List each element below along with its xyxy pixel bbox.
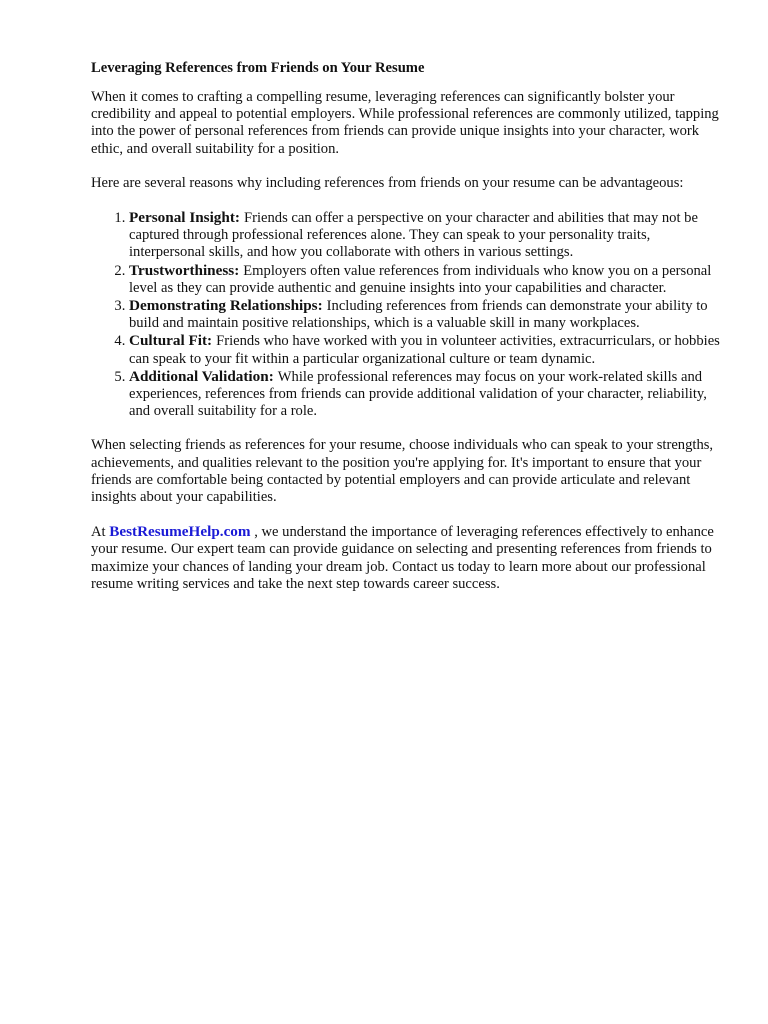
closing-text: , we understand the importance of leveraging references effectively to enhance your resume. Our expert team can provide guidance on selecting and presenting references from friends to maximize your chances of landing your dream job. Contact us today to learn more about our professional resume writing services and take the next step towards career success. [91, 524, 714, 592]
list-item [129, 262, 723, 297]
intro-paragraph: When it comes to crafting a compelling resume, leveraging references can significantly bolster your credibility and appeal to potential employers. While professional references are commonly utilized, tapping into the power of personal references from friends can provide unique insights into your character, work ethic, and overall suitability for a position. [91, 89, 719, 157]
reason-term: Cultural Fit: [129, 332, 213, 350]
reason-term: Additional Validation: [129, 367, 274, 385]
closing-paragraph [91, 523, 723, 593]
reason-text: Employers often value references from individuals who know you on a personal level as they can provide authentic and genuine insights into your capabilities and character. [129, 262, 712, 296]
reason-term: Demonstrating Relationships: [129, 297, 323, 315]
closing-prefix: At [91, 524, 106, 541]
reason-text: While professional references may focus on your work-related skills and experiences, references from friends can provide additional validation of your character, reliability, and overall suitability for a role. [129, 368, 707, 420]
reason-text: Friends can offer a perspective on your character and abilities that may not be captured through professional references alone. They can speak to your personality traits, interpersonal skills, and how you collaborate with others in various settings. [129, 210, 698, 261]
bestresumehelp-link[interactable]: BestResumeHelp.com [109, 523, 251, 541]
document-page [91, 58, 723, 610]
reason-term: Trustworthiness: [129, 261, 240, 279]
list-item [129, 297, 723, 332]
document-title: Leveraging References from Friends on Your Resume [91, 60, 425, 76]
selecting-paragraph: When selecting friends as references for your resume, choose individuals who can speak to your strengths, achievements, and qualities relevant to the position you're applying for. It's important to ensure that your friends are comfortable being contacted by potential employers and can provide articulate and relevant insights about your capabilities. [91, 437, 714, 506]
reason-term: Personal Insight: [129, 209, 240, 227]
list-item [129, 209, 723, 262]
reasons-lead-paragraph: Here are several reasons why including references from friends on your resume can be advantageous: [91, 174, 684, 191]
reason-text: Including references from friends can demonstrate your ability to build and maintain positive relationships, which is a valuable skill in many workplaces. [129, 298, 708, 332]
reason-text: Friends who have worked with you in volunteer activities, extracurriculars, or hobbies can speak to your fit within a particular organizational culture or team dynamic. [129, 333, 720, 367]
list-item [129, 332, 723, 367]
reasons-list [91, 209, 723, 420]
list-item [129, 368, 723, 421]
